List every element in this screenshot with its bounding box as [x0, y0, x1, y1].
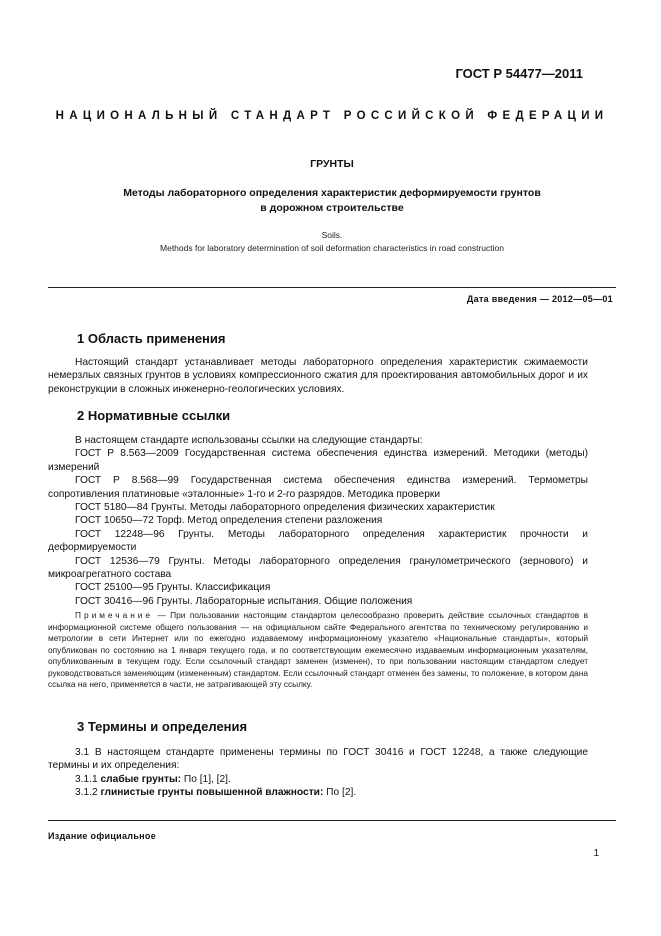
reference-item: ГОСТ 10650—72 Торф. Метод определения степени разложения	[75, 515, 383, 527]
national-standard-banner: НАЦИОНАЛЬНЫЙ СТАНДАРТ РОССИЙСКОЙ ФЕДЕРАЦИИ	[55, 110, 609, 122]
definition-text: По [1], [2].	[181, 774, 231, 785]
reference-item: ГОСТ 25100—95 Грунты. Классификация	[75, 582, 271, 594]
references-note	[48, 610, 588, 691]
definition-item	[75, 786, 356, 799]
reference-item: ГОСТ 12536—79 Грунты. Методы лабораторного определения гранулометрического (зернового) и микроагрегатного состава	[48, 555, 588, 581]
subtitle-en: Methods for laboratory determination of soil deformation characteristics in road construction	[160, 243, 504, 253]
definition-term: глинистые грунты повышенной влажности:	[100, 787, 324, 799]
definition-item	[75, 773, 356, 786]
reference-item: ГОСТ 12248—96 Грунты. Методы лабораторного определения характеристик прочности и деформируемости	[48, 528, 588, 554]
definition-text: По [2].	[323, 787, 357, 799]
section-1-paragraph: Настоящий стандарт устанавливает методы лабораторного определения характеристик сжимаемости немерзлых связных грунтов в условиях компрессионного сжатия для проектирования автомобильных дорог и их реконструкции в сложных инженерно-геологических условиях.	[48, 357, 588, 395]
definitions-list	[75, 773, 356, 800]
note-text: — При пользовании настоящим стандартом целесообразно проверить действие ссылочных стандартов в информационной системе общего пользования — на официальном сайте Федерального агентства по техническому регулированию и метрологии в сети Интернет или по ежегодно издаваемому информационному указателю «Национальные стандарты», который опубликован по состоянию на 1 января текущего года, и по соответствующим ежемесячно издаваемым информационным указателям, опубликованным в текущем году. Если ссылочный стандарт заменен (изменен), то при пользовании настоящим стандартом следует руководствоваться заменяющим (измененным) стандартом. Если ссылочный стандарт отменен без замены, то положение, в котором дана ссылка на него, применяется в части, не затрагивающей эту ссылку.	[48, 610, 588, 689]
title-ru: ГРУНТЫ	[310, 158, 354, 170]
header-divider	[48, 287, 616, 288]
section-2-references	[48, 434, 588, 608]
subtitle-ru	[48, 186, 616, 216]
introduction-date: Дата введения — 2012—05—01	[466, 294, 613, 304]
subtitle-ru-line1: Методы лабораторного определения характеристик деформируемости грунтов	[123, 187, 541, 199]
reference-item: ГОСТ 5180—84 Грунты. Методы лабораторного определения физических характеристик	[75, 502, 495, 514]
section-3-heading: 3 Термины и определения	[77, 719, 248, 734]
section-1-text	[48, 356, 588, 396]
note-label: Примечание	[75, 610, 154, 620]
section-2-heading: 2 Нормативные ссылки	[77, 408, 231, 423]
page-number: 1	[593, 848, 599, 859]
section-3-text	[48, 746, 588, 773]
reference-item: ГОСТ Р 8.568—99 Государственная система обеспечения единства измерений. Термометры сопротивления платиновые «эталонные» 1-го и 2-го разрядов. Методика проверки	[48, 475, 588, 500]
definition-term: слабые грунты:	[100, 774, 182, 785]
definition-number: 3.1.2	[75, 787, 98, 799]
title-en-block	[48, 229, 616, 255]
references-intro: В настоящем стандарте использованы ссылки на следующие стандарты:	[75, 435, 423, 446]
official-edition-label: Издание официальное	[48, 831, 157, 841]
title-en: Soils.	[321, 230, 343, 240]
section-3-paragraph: 3.1 В настоящем стандарте применены термины по ГОСТ 30416 и ГОСТ 12248, а также следующие термины и их определения:	[48, 747, 588, 772]
document-number: ГОСТ Р 54477—2011	[455, 66, 583, 81]
section-1-heading: 1 Область применения	[77, 331, 226, 346]
footer-divider	[48, 820, 616, 821]
reference-item: ГОСТ Р 8.563—2009 Государственная система обеспечения единства измерений. Методики (методы) измерений	[48, 448, 588, 473]
reference-item: ГОСТ 30416—96 Грунты. Лабораторные испытания. Общие положения	[75, 595, 413, 607]
definition-number: 3.1.1	[75, 774, 98, 785]
subtitle-ru-line2: в дорожном строительстве	[260, 202, 404, 214]
